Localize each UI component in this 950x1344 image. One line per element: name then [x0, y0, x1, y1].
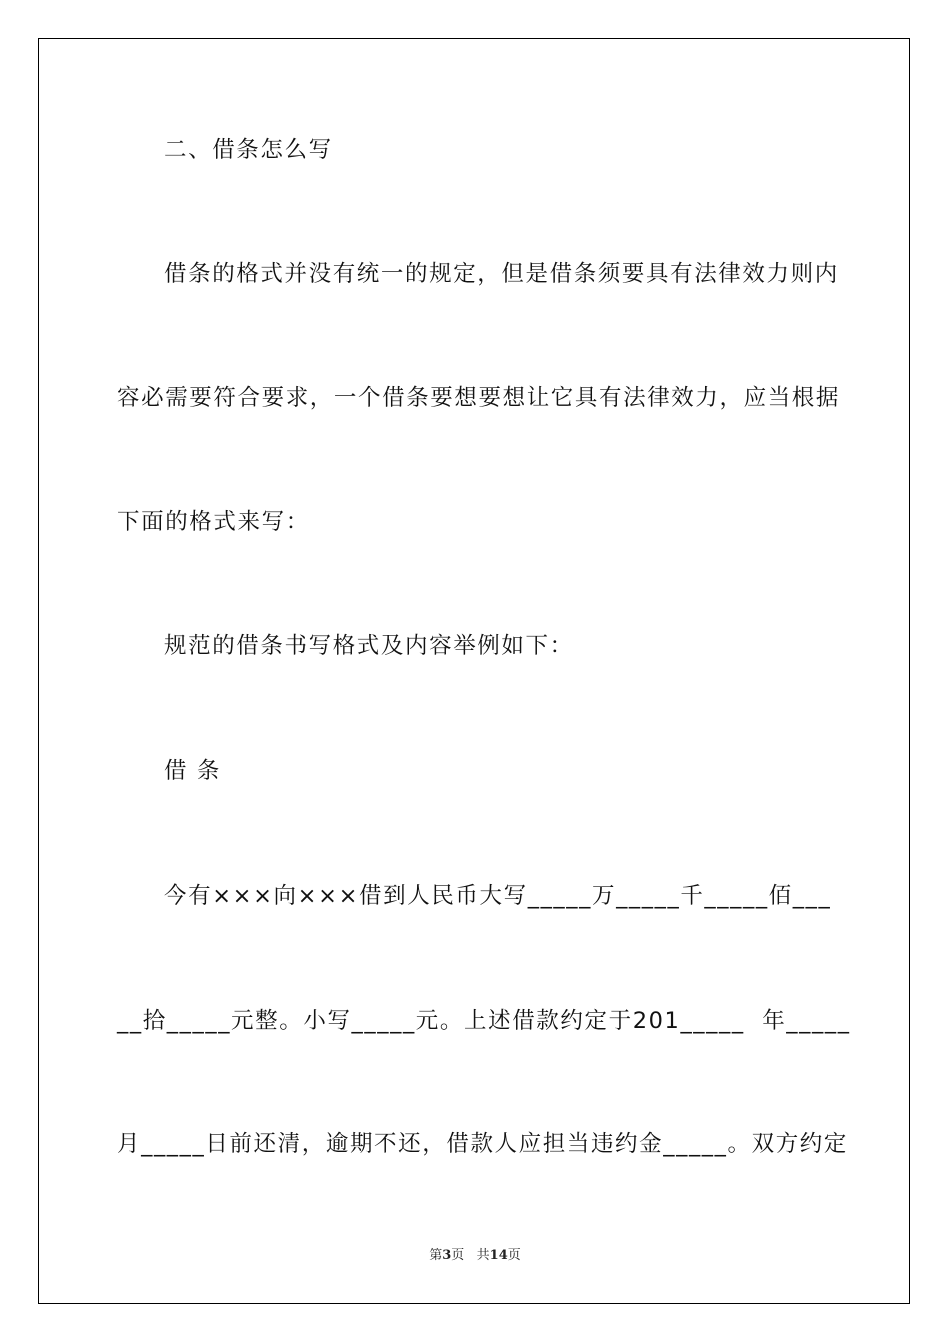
note-body-line: __拾_____元整。小写_____元。上述借款约定于201_____ 年_____ — [117, 1008, 851, 1034]
note-title: 借 条 — [164, 758, 221, 784]
section-heading: 二、借条怎么写 — [164, 137, 333, 163]
footer-page-number: 3 — [442, 1248, 452, 1263]
footer-page-suffix: 页 共 — [451, 1248, 490, 1263]
footer-total-pages: 14 — [489, 1248, 508, 1263]
note-body-line: 月_____日前还清，逾期不还，借款人应担当违约金_____。双方约定 — [117, 1131, 849, 1157]
note-body-line: 今有×××向×××借到人民币大写_____万_____千_____佰___ — [164, 883, 832, 909]
footer-total-suffix: 页 — [507, 1248, 521, 1263]
paragraph-line: 容必需要符合要求，一个借条要想要想让它具有法律效力，应当根据 — [117, 385, 841, 411]
page-footer — [0, 1244, 950, 1263]
paragraph-line: 下面的格式来写： — [117, 509, 310, 535]
paragraph-line: 规范的借条书写格式及内容举例如下： — [164, 633, 574, 659]
paragraph-line: 借条的格式并没有统一的规定，但是借条须要具有法律效力则内 — [164, 261, 839, 287]
footer-prefix: 第 — [429, 1248, 443, 1263]
page-border — [38, 38, 910, 1304]
